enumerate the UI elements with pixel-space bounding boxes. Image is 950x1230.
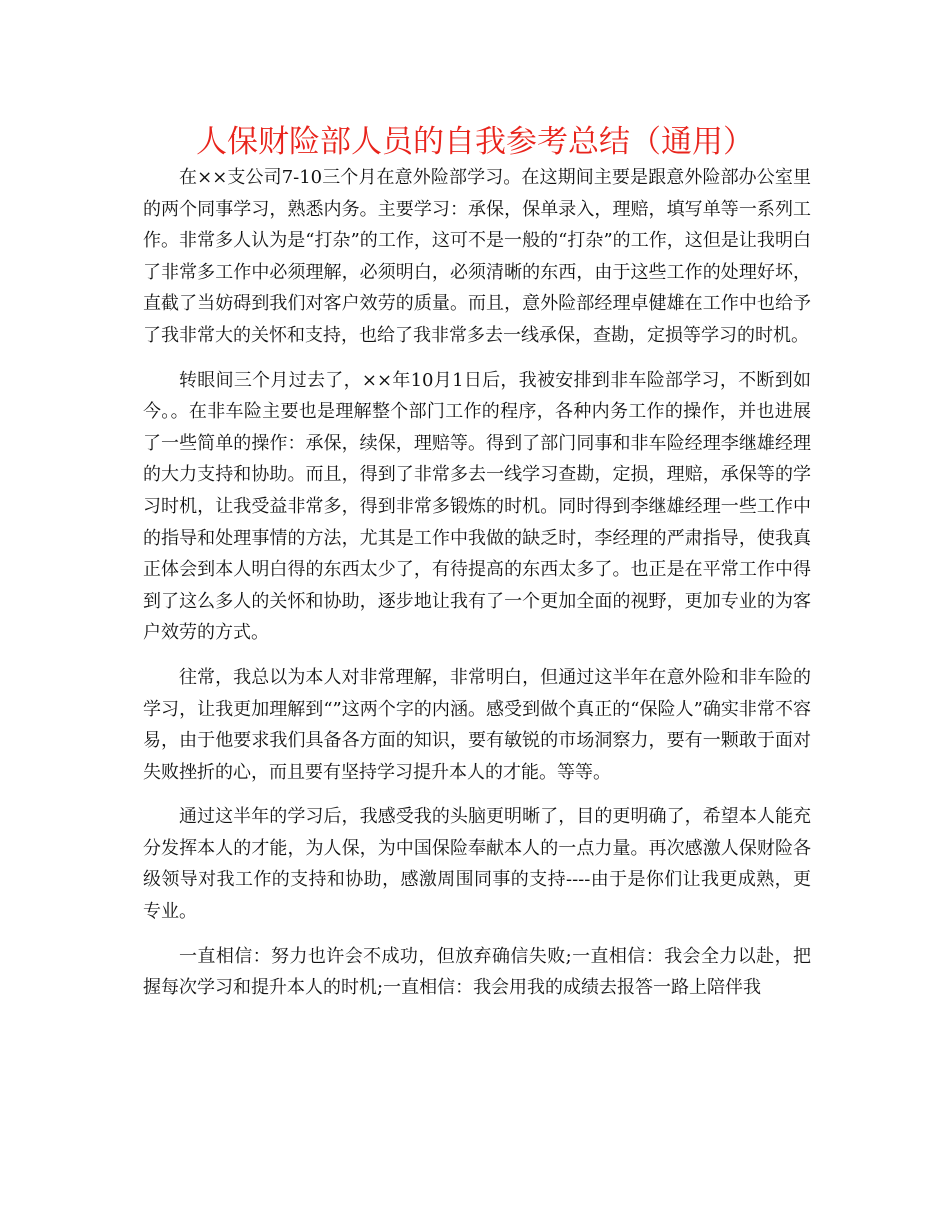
paragraph-3: 往常，我总以为本人对非常理解，非常明白，但通过这半年在意外险和非车险的学习，让我更加理解到“”这两个字的内涵。感受到做个真正的“保险人”确实非常不容易，由于他要求我们具备各方面的知识，要有敏锐的市场洞察力，要有一颗敢于面对失败挫折的心，而且要有坚持学习提升本人的才能。等等。 <box>143 666 811 783</box>
paragraph-4: 通过这半年的学习后，我感受我的头脑更明晰了，目的更明确了，希望本人能充分发挥本人的才能，为人保，为中国保险奉献本人的一点力量。再次感激人保财险各级领导对我工作的支持和协助，感激周围同事的支持----由于是你们让我更成熟，更专业。 <box>143 806 811 923</box>
document-body <box>143 162 811 1017</box>
paragraph-5: 一直相信：努力也许会不成功，但放弃确信失败;一直相信：我会全力以赴，把握每次学习和提升本人的时机;一直相信：我会用我的成绩去报答一路上陪伴我 <box>143 945 811 999</box>
paragraph-2: 转眼间三个月过去了，××年10月1日后，我被安排到非车险部学习，不断到如今。。在非车险主要也是理解整个部门工作的程序，各种内务工作的操作，并也进展了一些简单的操作：承保，续保，理赔等。得到了部门同事和非车险经理李继雄经理的大力支持和协助。而且，得到了非常多去一线学习查勘，定损，理赔，承保等的学习时机，让我受益非常多，得到非常多锻炼的时机。同时得到李继雄经理一些工作中的指导和处理事情的方法，尤其是工作中我做的缺乏时，李经理的严肃指导，使我真正体会到本人明白得的东西太少了，有待提高的东西太多了。也正是在平常工作中得到了这么多人的关怀和协助，逐步地让我有了一个更加全面的视野，更加专业的为客户效劳的方式。 <box>143 369 811 644</box>
paragraph-1: 在××支公司7-10三个月在意外险部学习。在这期间主要是跟意外险部办公室里的两个同事学习，熟悉内务。主要学习：承保，保单录入，理赔，填写单等一系列工作。非常多人认为是“打杂”的工作，这可不是一般的“打杂”的工作，这但是让我明白了非常多工作中必须理解，必须明白，必须清晰的东西，由于这些工作的处理好坏，直截了当妨碍到我们对客户效劳的质量。而且，意外险部经理卓健雄在工作中也给予了我非常大的关怀和支持，也给了我非常多去一线承保，查勘，定损等学习的时机。 <box>143 167 811 346</box>
document-title: 人保财险部人员的自我参考总结（通用） <box>196 124 754 160</box>
